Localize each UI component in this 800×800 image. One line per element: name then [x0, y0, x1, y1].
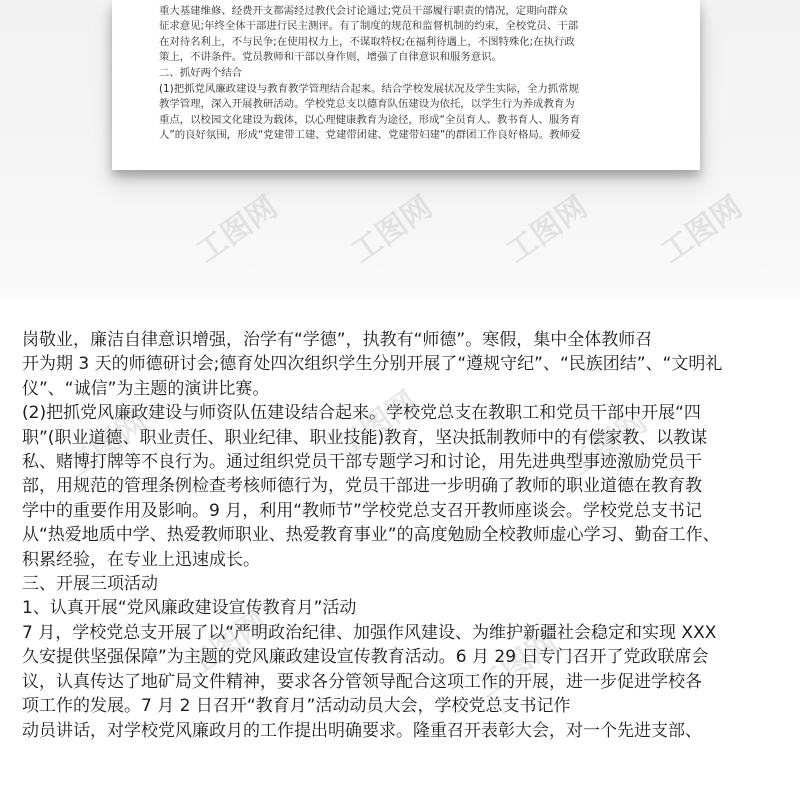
body-line: 私、赌博打牌等不良行为。通过组织党员干部专题学习和讨论，用先进典型事迹激励党员干: [22, 452, 702, 473]
body-line: 从“热爱地质中学、热爱教师职业、热爱教育事业”的高度勉励全校教师虚心学习、勤奋工作、: [22, 525, 720, 546]
body-line: 项工作的发展。7 月 2 日召开“教育月”活动动员大会，学校党总支书记作: [22, 696, 571, 717]
body-line: 岗敬业，廉洁自律意识增强，治学有“学德”，执教有“师德”。寒假，集中全体教师召: [22, 330, 653, 350]
preview-line: (1)把抓党风廉政建设与教育教学管理结合起来。结合学校发展状况及学生实际，全力抓常规: [159, 82, 579, 95]
section-heading: 三、开展三项活动: [22, 574, 158, 595]
document-body: [22, 328, 782, 743]
body-line: 久安提供坚强保障”为主题的党风廉政建设宣传教育活动。6 月 29 日专门召开了党政联席会: [22, 647, 709, 668]
body-line: 议，认真传达了地矿局文件精神，要求各分管领导配合这项工作的开展，进一步促进学校各: [22, 671, 702, 692]
body-line: 开为期 3 天的师德研讨会;德育处四次组织学生分别开展了“遵规守纪”、“民族团结”、“文明礼: [22, 354, 723, 375]
subsection-heading: 1、认真开展“党风廉政建设宣传教育月”活动: [22, 598, 357, 619]
watermark: 工图网: [60, 404, 154, 486]
preview-line: 二、抓好两个结合: [159, 66, 243, 79]
body-line: 动员讲话，对学校党风廉政月的工作提出明确要求。隆重召开表彰大会，对一个先进支部、: [22, 720, 702, 741]
preview-line: 教学管理，深入开展教研活动。学校党总支以德育队伍建设为依托，以学生行为养成教育为: [159, 98, 575, 111]
page-preview-card: [112, 0, 700, 170]
preview-line: 重大基建维修、经费开支都需经过教代会讨论通过;党员干部履行职责的情况，定期向群众: [159, 4, 568, 17]
body-line: 仪”、“诚信”为主题的演讲比赛。: [22, 378, 270, 399]
body-line: 7 月，学校党总支开展了以“严明政治纪律、加强作风建设、为维护新疆社会稳定和实现 XXX: [22, 622, 717, 643]
watermark: 工图网: [190, 189, 284, 271]
watermark: 工图网: [330, 384, 424, 466]
preview-line: 重点，以校园文化建设为载体，以心理健康教育为途径，形成“全员育人、教书育人、服务育: [159, 113, 581, 126]
watermark: 工图网: [655, 189, 749, 271]
body-line: 部，用规范的管理条例检查考核师德行为，党员干部进一步明确了教师的职业道德在教育教: [22, 476, 702, 497]
body-line: (2)把抓党风廉政建设与师资队伍建设结合起来。学校党总支在教职工和党员干部中开展“四: [22, 403, 701, 424]
body-line: 职”(职业道德、职业责任、职业纪律、职业技能)教育，坚决抵制教师中的有偿家教、以教谋: [22, 427, 708, 448]
preview-line: 策上，不讲条件。党员教师和干部以身作则，增强了自律意识和服务意识。: [159, 51, 502, 64]
watermark: 工图网: [470, 624, 564, 706]
preview-text: [159, 0, 677, 144]
body-line: 学中的重要作用及影响。9 月，利用“教师节”学校党总支召开教师座谈会。学校党总支书记: [22, 500, 702, 521]
watermark: 工图网: [560, 404, 654, 486]
preview-line: 在对待名利上，不与民争;在使用权力上，不谋取特权;在福利待遇上，不图特殊化;在执行政: [159, 35, 575, 48]
body-line: 积累经验，在专业上迅速成长。: [22, 549, 260, 570]
watermark: 工图网: [180, 604, 274, 686]
preview-line: 人”的良好氛围，形成“党建带工建、党建带团建、党建带妇建”的群团工作良好格局。教师爱: [159, 129, 581, 142]
watermark: 工图网: [500, 189, 594, 271]
watermark: 工图网: [345, 189, 439, 271]
preview-line: 征求意见;年终全体干部进行民主测评。有了制度的规范和监督机制的约束，全校党员、干部: [159, 20, 579, 33]
